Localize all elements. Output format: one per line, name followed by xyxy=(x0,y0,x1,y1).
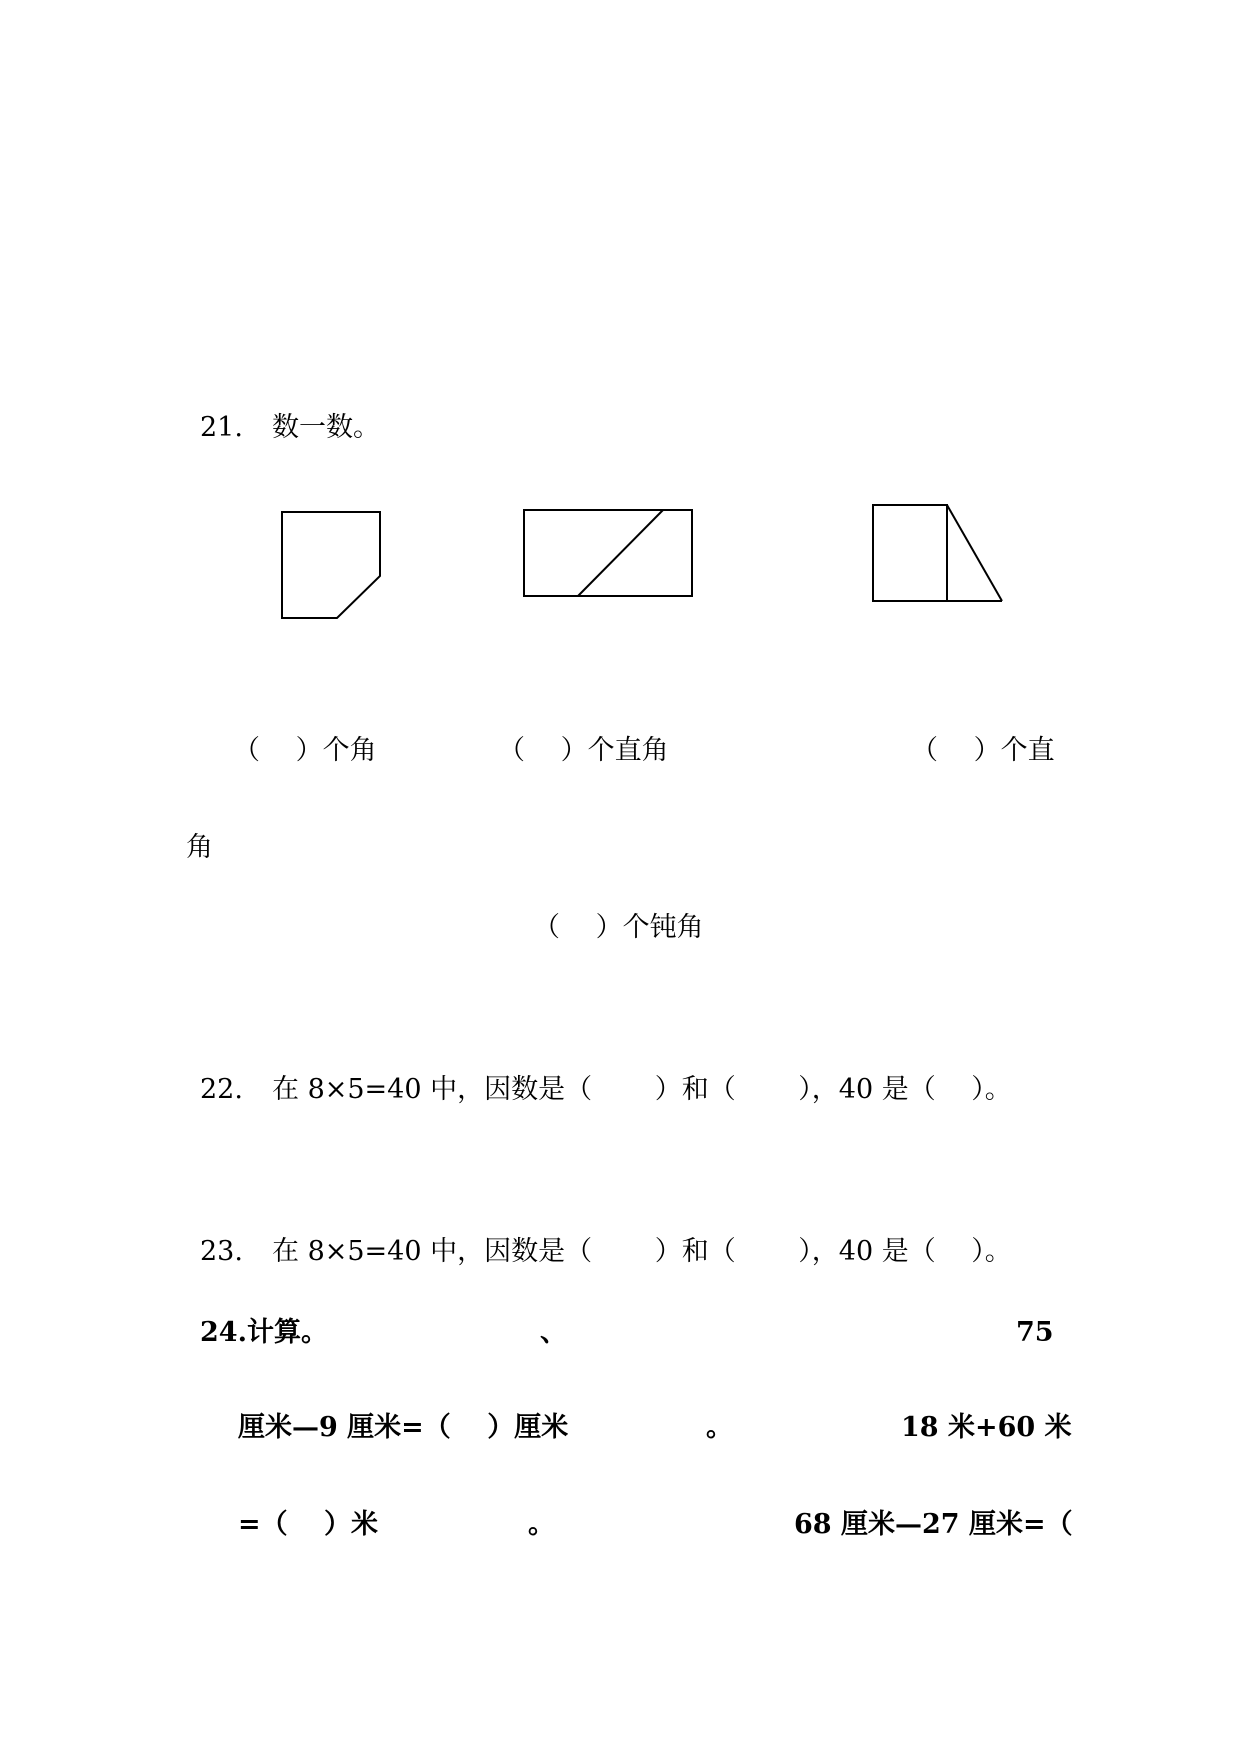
q24-line3-right: 68 厘米—27 厘米=（ xyxy=(794,1509,1073,1540)
rectangle-with-triangle-figure xyxy=(871,503,1007,603)
q21-answer-obtuse-angles: （ ）个钝角 xyxy=(533,912,704,943)
q24-line2-right: 18 米+60 米 xyxy=(901,1412,1072,1443)
rectangle-with-diagonal-figure xyxy=(522,508,694,598)
q24-separator-mark: 、 xyxy=(540,1317,567,1348)
q21-answer-right-angles-2: （ ）个直 xyxy=(911,735,1055,766)
pentagon-figure xyxy=(280,510,384,622)
q24-number-75: 75 xyxy=(1016,1317,1054,1348)
q21-answer-angles: （ ）个角 xyxy=(233,735,377,766)
q24-title: 24.计算。 xyxy=(200,1317,328,1348)
q21-answer-wrap: 角 xyxy=(186,832,213,863)
q22-number: 22. xyxy=(200,1074,243,1105)
q23-text: 在 8×5=40 中，因数是（ ）和（ ），40 是（ ）。 xyxy=(272,1236,1012,1267)
q24-line3-left: =（ ）米 xyxy=(238,1509,379,1540)
q21-title: 数一数。 xyxy=(272,412,380,443)
q24-line2-left: 厘米—9 厘米=（ ）厘米 xyxy=(238,1412,569,1443)
q24-line3-dot: 。 xyxy=(528,1509,555,1540)
q23-number: 23. xyxy=(200,1236,243,1267)
q22-text: 在 8×5=40 中，因数是（ ）和（ ），40 是（ ）。 xyxy=(272,1074,1012,1105)
q24-line2-dot: 。 xyxy=(706,1412,733,1443)
q21-number: 21. xyxy=(200,412,243,443)
q21-answer-right-angles: （ ）个直角 xyxy=(498,735,669,766)
